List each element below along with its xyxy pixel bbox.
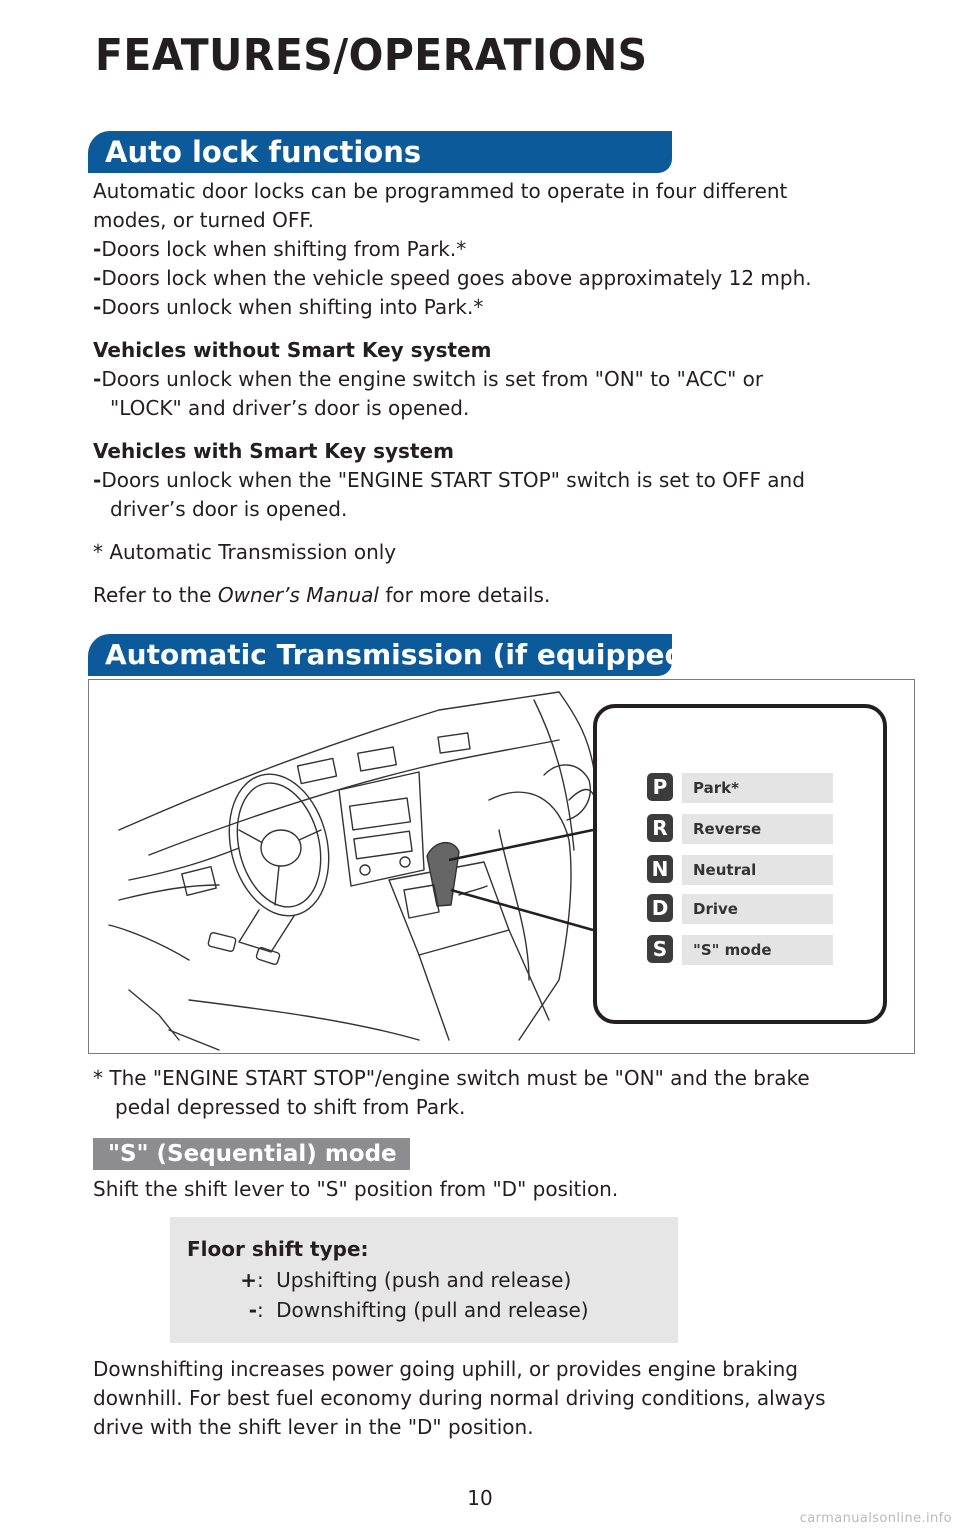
s-mode-instruction: Shift the shift lever to "S" position from "D" position.	[93, 1177, 619, 1201]
gear-badge-r: R	[647, 814, 673, 842]
transmission-illustration	[88, 679, 915, 1054]
floor-shift-title: Floor shift type:	[187, 1237, 369, 1261]
bullet-text: Doors unlock when the "ENGINE START STOP" switch is set to OFF and	[101, 468, 805, 492]
colon: :	[257, 1298, 264, 1322]
bullet-dash: -	[93, 295, 102, 319]
gear-row-s-mode	[647, 935, 837, 965]
upshift-text: Upshifting (push and release)	[276, 1268, 572, 1292]
closing-line2: downhill. For best fuel economy during normal driving conditions, always	[93, 1386, 826, 1410]
auto-lock-intro-line2: modes, or turned OFF.	[93, 208, 314, 232]
gear-label-neutral: Neutral	[682, 855, 833, 885]
page-number: 10	[467, 1486, 493, 1510]
gear-badge-s: S	[647, 935, 673, 963]
with-smart-key-line2: driver’s door is opened.	[110, 497, 348, 521]
bullet-text: Doors lock when shifting from Park.*	[101, 237, 467, 261]
watermark: carmanualsonline.info	[799, 1511, 952, 1526]
gear-row-reverse	[647, 814, 837, 844]
gear-badge-n: N	[647, 855, 673, 883]
without-smart-key-heading: Vehicles without Smart Key system	[93, 338, 492, 362]
bullet-dash: -	[93, 367, 102, 391]
bullet-text: Doors unlock when shifting into Park.*	[101, 295, 484, 319]
gear-row-neutral	[647, 855, 837, 885]
gear-positions-panel	[593, 704, 887, 1024]
gear-badge-d: D	[647, 894, 673, 922]
page-title: FEATURES/OPERATIONS	[95, 30, 648, 81]
bullet-text: Doors unlock when the engine switch is set from "ON" to "ACC" or	[101, 367, 764, 391]
refer-line	[93, 581, 812, 610]
s-mode-heading: "S" (Sequential) mode	[93, 1138, 410, 1170]
auto-lock-bullet	[93, 235, 812, 264]
auto-lock-body	[93, 177, 812, 610]
plus-symbol: +	[240, 1268, 257, 1292]
closing-line3: drive with the shift lever in the "D" position.	[93, 1415, 534, 1439]
gear-label-s-mode: "S" mode	[682, 935, 833, 965]
bullet-dash: -	[93, 468, 102, 492]
downshift-text: Downshifting (pull and release)	[276, 1298, 589, 1322]
auto-lock-footnote: * Automatic Transmission only	[93, 540, 397, 564]
bullet-dash: -	[93, 237, 102, 261]
transmission-footnote	[93, 1064, 810, 1122]
auto-lock-bullet	[93, 293, 812, 322]
bullet-text: Doors lock when the vehicle speed goes above approximately 12 mph.	[101, 266, 812, 290]
auto-lock-intro-line1: Automatic door locks can be programmed to operate in four different	[93, 179, 788, 203]
downshift-row	[240, 1298, 589, 1322]
section-heading-transmission: Automatic Transmission (if equipped)	[88, 634, 672, 676]
refer-suffix: for more details.	[378, 583, 551, 607]
owners-manual-title: Owner’s Manual	[217, 583, 379, 607]
without-smart-key-line2: "LOCK" and driver’s door is opened.	[110, 396, 470, 420]
auto-lock-bullet	[93, 264, 812, 293]
gear-badge-p: P	[647, 773, 673, 801]
with-smart-key-line1	[93, 466, 812, 495]
transmission-footnote-line1: * The "ENGINE START STOP"/engine switch must be "ON" and the brake	[93, 1066, 810, 1090]
with-smart-key-heading: Vehicles with Smart Key system	[93, 439, 454, 463]
floor-shift-info-box	[170, 1217, 678, 1343]
gear-label-drive: Drive	[682, 894, 833, 924]
gear-label-reverse: Reverse	[682, 814, 833, 844]
s-mode-closing	[93, 1355, 826, 1442]
transmission-footnote-line2: pedal depressed to shift from Park.	[115, 1095, 466, 1119]
gear-row-park	[647, 773, 837, 803]
without-smart-key-line1	[93, 365, 812, 394]
colon: :	[257, 1268, 264, 1292]
section-heading-auto-lock: Auto lock functions	[88, 131, 672, 173]
refer-prefix: Refer to the	[93, 583, 218, 607]
upshift-row	[240, 1268, 571, 1292]
bullet-dash: -	[93, 266, 102, 290]
closing-line1: Downshifting increases power going uphill, or provides engine braking	[93, 1357, 798, 1381]
gear-row-drive	[647, 894, 837, 924]
minus-symbol: -	[248, 1298, 257, 1322]
gear-label-park: Park*	[682, 773, 833, 803]
